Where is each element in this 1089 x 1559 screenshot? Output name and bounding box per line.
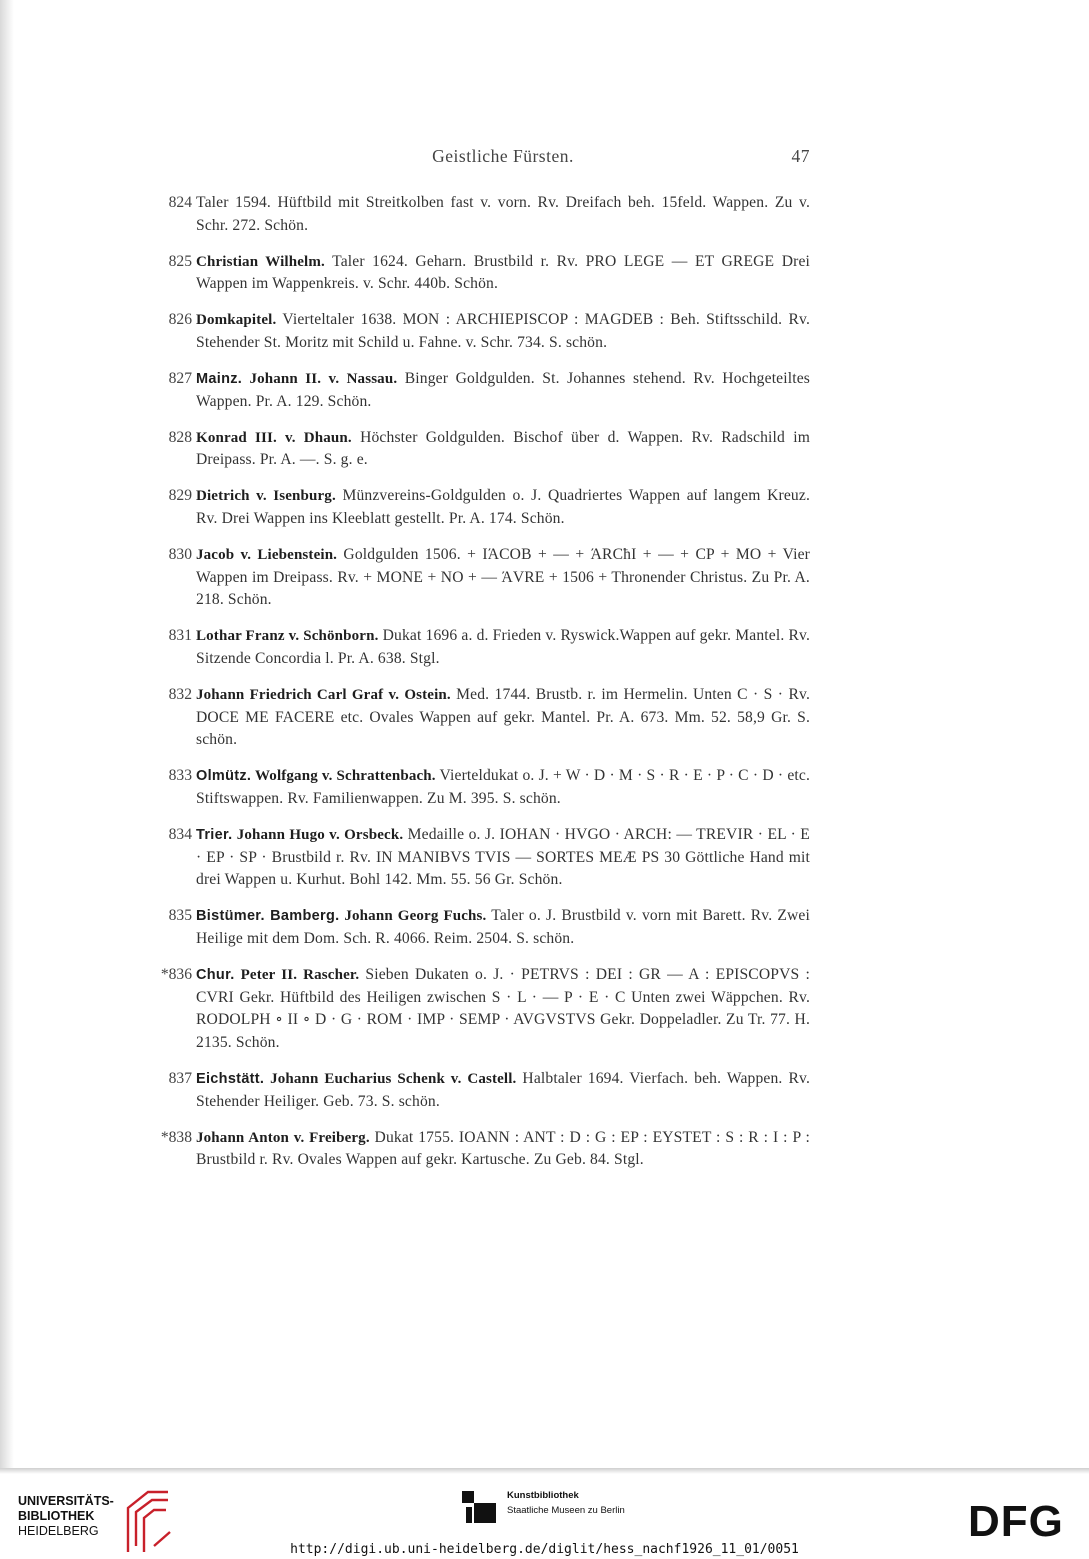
ruler-name: Jacob v. Liebenstein. (196, 547, 338, 564)
catalog-entry (168, 251, 810, 296)
uni-logo-line-3: HEIDELBERG (18, 1524, 99, 1538)
catalog-entries (160, 192, 811, 1185)
kunstbibliothek-icon (462, 1489, 498, 1525)
ruler-name: Wolfgang v. Schrattenbach. (251, 768, 436, 785)
entry-description: Med. 1744. Brustb. r. im Hermelin. Unten C · S · Rv. DOCE ME FACERE etc. Ovales Wappen auf gekr. Mantel. Pr. A. 673. Mm. 52. 58,9 Gr. S. schön. (196, 686, 810, 749)
ruler-name: Christian Wilhelm. (196, 253, 325, 270)
entry-description: Medaille o. J. IOHAN · HVGO · ARCH: — TREVIR · EL · E · EP · SP · Brustbild r. Rv. IN MANIBVS TVIS — SORTES MEÆ PS 30 Göttliche Hand mit drei Wappen u. Kurhut. Bohl 142. Mm. 55. 56 Gr. Schön. (196, 826, 810, 889)
catalog-entry (160, 964, 810, 1054)
page-number: 47 (791, 146, 810, 166)
catalog-entry (168, 544, 811, 612)
ruler-name: Johann Hugo v. Orsbeck. (232, 827, 404, 844)
entry-description: Höchster Goldgulden. Bischof über d. Wappen. Rv. Radschild im Dreipass. Pr. A. —. S. g. e. (196, 428, 810, 469)
entry-description: Binger Goldgulden. St. Johannes stehend. Rv. Hochgeteiltes Wappen. Pr. A. 129. Schön. (196, 370, 810, 410)
lot-number: 830 (168, 546, 192, 564)
catalog-entry (168, 625, 810, 670)
page-header (196, 146, 810, 172)
footer (0, 1474, 1089, 1559)
catalog-entry (168, 368, 810, 413)
lot-number: *836 (160, 966, 192, 984)
entry-description: Goldgulden 1506. + IΆCOB + — + ΆRCħI + — + CP + MO + Vier Wappen im Dreipass. Rv. + MONE + NO + — ΆVRE + 1506 + Thronender Christus. Zu Pr. A. 218. Schön. (196, 546, 811, 609)
catalog-entry (168, 309, 810, 354)
lot-number: *838 (160, 1128, 192, 1146)
lot-number: 826 (168, 311, 192, 329)
kb-logo-line-2: Staatliche Museen zu Berlin (507, 1505, 625, 1516)
catalog-entry (168, 1068, 810, 1113)
lot-number: 825 (168, 252, 192, 270)
catalog-entry (168, 905, 810, 950)
ruler-name: Lothar Franz v. Schönborn. (196, 628, 379, 645)
place-heading: Olmütz. (196, 768, 252, 785)
kunstbibliothek-logo[interactable] (462, 1489, 662, 1529)
ruler-name: Domkapitel. (196, 312, 277, 329)
ruler-name: Peter II. Rascher. (234, 967, 360, 984)
lot-number: 834 (168, 826, 192, 844)
catalog-entry (160, 1127, 810, 1172)
entry-description: Taler 1594. Hüftbild mit Streitkolben fast v. vorn. Rv. Dreifach beh. 15feld. Wappen. Zu v. Schr. 272. Schön. (196, 194, 810, 234)
ruler-name: Johann Friedrich Carl Graf v. Ostein. (196, 687, 451, 704)
place-heading: Bistümer. Bamberg. (196, 908, 340, 925)
place-heading: Chur. (196, 967, 235, 984)
uni-logo-line-1: UNIVERSITÄTS- (18, 1494, 114, 1508)
entry-description: Taler o. J. Brustbild v. vorn mit Barett. Rv. Zwei Heilige mit dem Dom. Sch. R. 4066. Reim. 2504. S. schön. (196, 907, 810, 947)
entry-description: Sieben Dukaten o. J. · PETRVS : DEI : GR — A : EPISCOPVS : CVRI Gekr. Hüftbild des Heiligen zwischen S · L · — P · E · C Unten zwei Wäppchen. Rv. RODOLPH ∘ II ∘ D · G · ROM · IMP · SEMP · AVGVSTVS Gekr. Doppeladler. Zu Tr. 77. H. 2135. Schön. (196, 966, 810, 1051)
entry-description: Halbtaler 1694. Vierfach. beh. Wappen. Rv. Stehender Heiliger. Geb. 73. S. schön. (196, 1069, 810, 1110)
lot-number: 827 (168, 370, 192, 388)
place-heading: Trier. (196, 827, 233, 844)
entry-description: Vierteltaler 1638. MON : ARCHIEPISCOP : MAGDEB : Beh. Stiftsschild. Rv. Stehender St. Moritz mit Schild u. Fahne. v. Schr. 734. S. schön. (196, 311, 810, 351)
lot-number: 831 (168, 627, 192, 645)
uni-logo-line-2: BIBLIOTHEK (18, 1509, 95, 1523)
catalog-entry (168, 427, 810, 472)
dfg-logo[interactable]: DFG (968, 1497, 1064, 1546)
running-title: Geistliche Fürsten. (432, 146, 574, 166)
place-heading: Mainz. (196, 371, 243, 388)
catalog-entry (168, 765, 810, 810)
permalink-url[interactable]: http://digi.ub.uni-heidelberg.de/diglit/hess_nachf1926_11_01/0051 (290, 1542, 799, 1557)
catalog-entry (168, 684, 810, 752)
lot-number: 829 (168, 487, 192, 505)
entry-description: Dukat 1696 a. d. Frieden v. Ryswick.Wappen auf gekr. Mantel. Rv. Sitzende Concordia l. Pr. A. 638. Stgl. (196, 627, 810, 667)
entry-description: Vierteldukat o. J. + W · D · M · S · R · E · P · C · D · etc. Stiftswappen. Rv. Familienwappen. Zu M. 395. S. schön. (196, 767, 810, 807)
lot-number: 824 (168, 194, 192, 211)
lot-number: 833 (168, 767, 192, 785)
lot-number: 837 (168, 1069, 192, 1087)
lot-number: 835 (168, 907, 192, 925)
ruler-name: Johann Georg Fuchs. (339, 908, 487, 925)
catalog-entry (168, 485, 810, 530)
lot-number: 832 (168, 686, 192, 704)
place-heading: Eichstätt. (196, 1070, 265, 1087)
ruler-name: Johann II. v. Nassau. (242, 371, 398, 388)
scan-edge-left (0, 0, 14, 1470)
ruler-name: Dietrich v. Isenburg. (196, 488, 336, 505)
ruler-name: Johann Eucharius Schenk v. Castell. (264, 1070, 517, 1087)
entry-description: Dukat 1755. IOANN : ANT : D : G : EP : EYSTET : S : R : I : P : Brustbild r. Rv. Ovales Wappen auf gekr. Kartusche. Zu Geb. 84. Stgl. (196, 1128, 810, 1169)
kb-logo-line-1: Kunstbibliothek (507, 1490, 579, 1501)
ruler-name: Konrad III. v. Dhaun. (196, 429, 352, 446)
lot-number: 828 (168, 428, 192, 446)
entry-description: Taler 1624. Geharn. Brustbild r. Rv. PRO LEGE — ET GREGE Drei Wappen im Wappenkreis. v. Schr. 440b. Schön. (196, 252, 810, 293)
catalog-entry (168, 192, 810, 237)
entry-description: Münzvereins-Goldgulden o. J. Quadriertes Wappen auf langem Kreuz. Rv. Drei Wappen ins Kleeblatt gestellt. Pr. A. 174. Schön. (196, 487, 810, 528)
catalog-entry (168, 824, 810, 892)
ruler-name: Johann Anton v. Freiberg. (196, 1129, 370, 1146)
